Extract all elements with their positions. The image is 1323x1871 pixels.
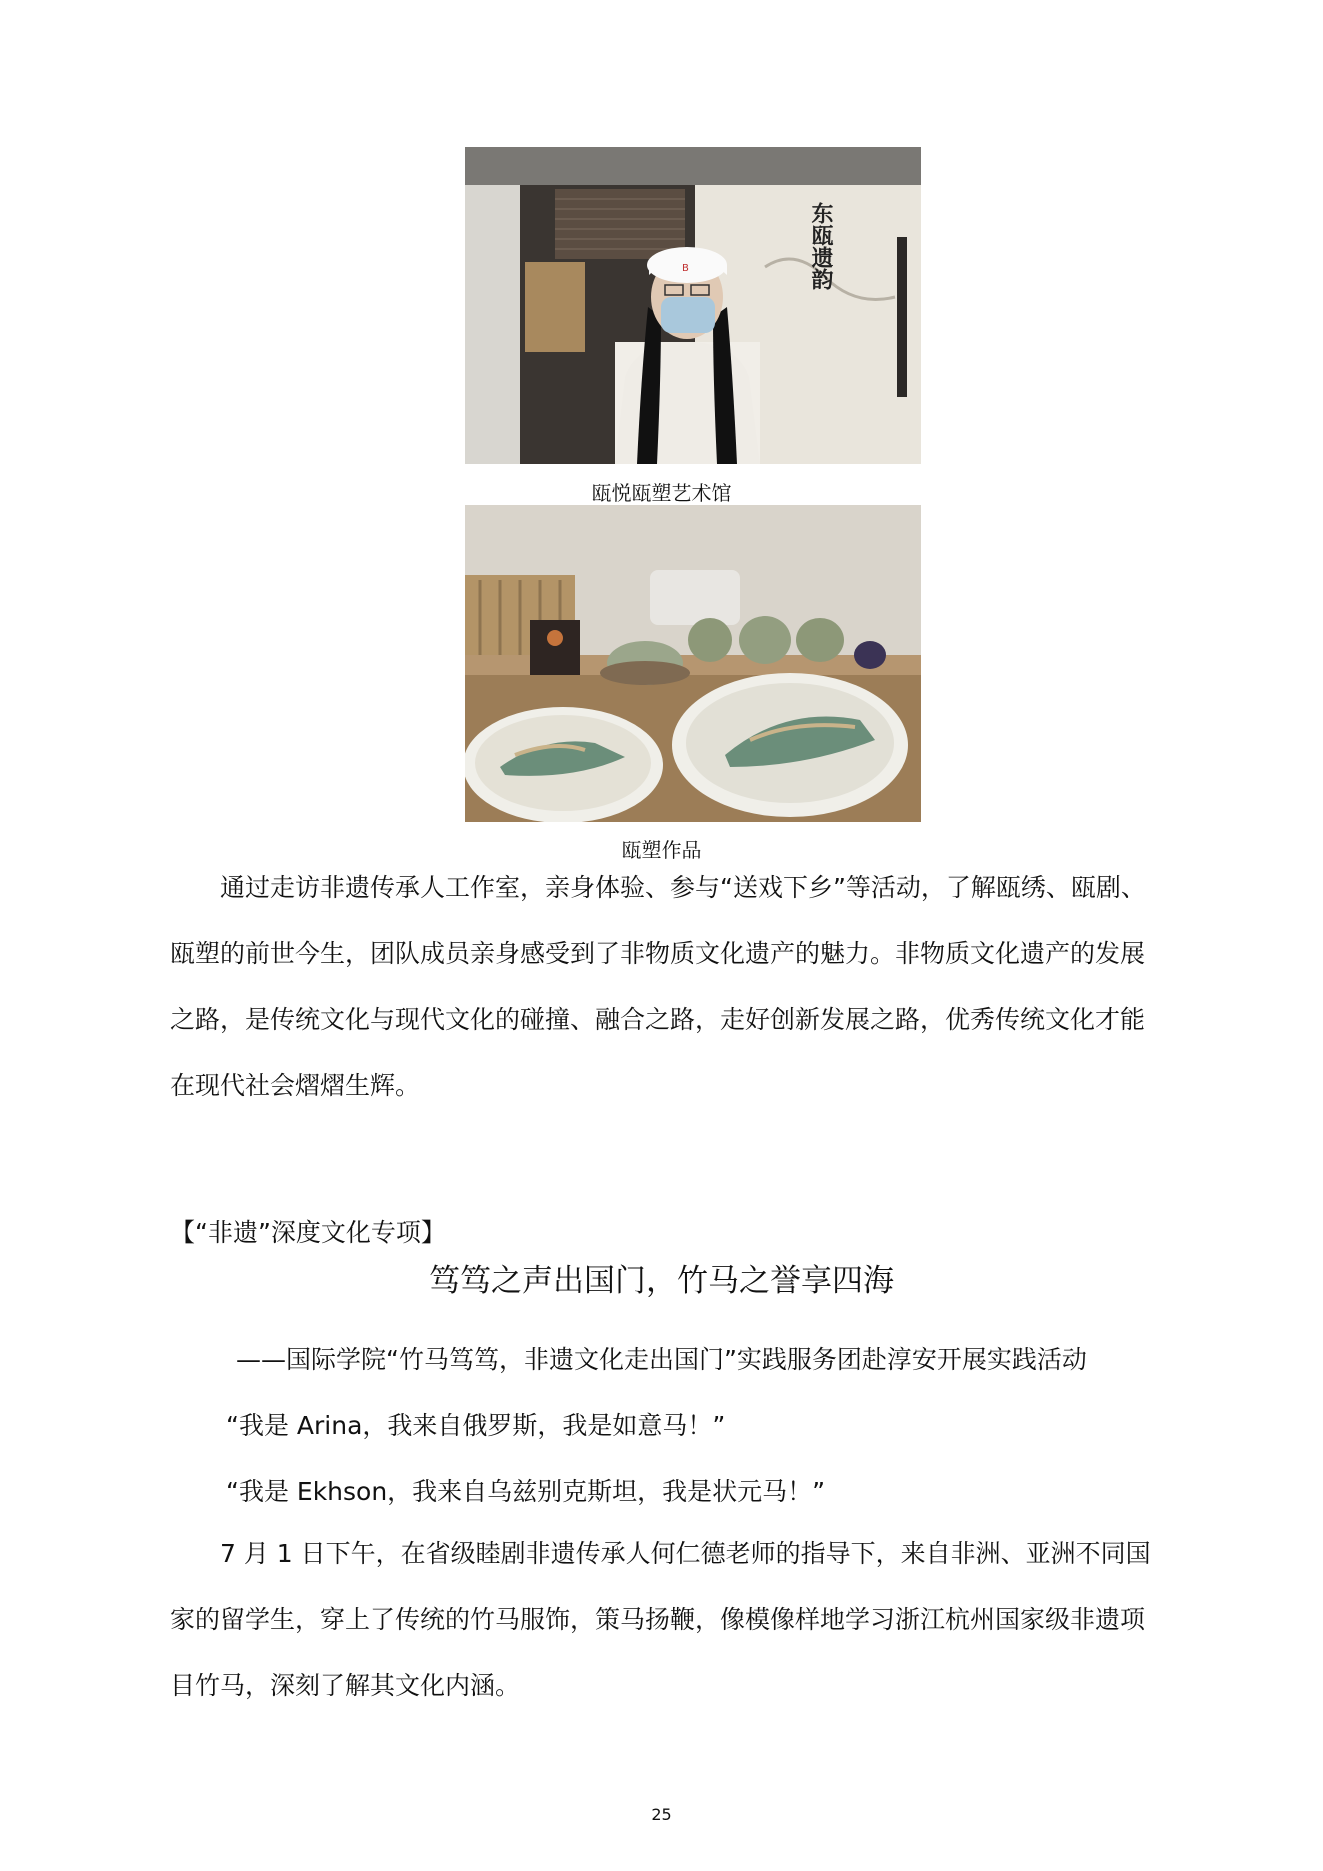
gallery-photo (465, 147, 921, 464)
section-tag: 【“非遗”深度文化专项】 (170, 1218, 446, 1247)
page-number: 25 (651, 1805, 672, 1824)
ceramic-works-photo (465, 505, 921, 822)
body-paragraph-2 (170, 1521, 1155, 1719)
paragraph-2-text: 7 月 1 日下午，在省级睦剧非遗传承人何仁德老师的指导下，来自非洲、亚洲不同国家的留学生，穿上了传统的竹马服饰，策马扬鞭，像模像样地学习浙江杭州国家级非遗项目竹马，深刻了解其文化内涵。 (170, 1539, 1151, 1700)
section-subtitle: ——国际学院“竹马笃笃，非遗文化走出国门”实践服务团赴淳安开展实践活动 (236, 1345, 1087, 1374)
quote-ekhson: “我是 Ekhson，我来自乌兹别克斯坦，我是状元马！” (226, 1477, 826, 1506)
quote-arina: “我是 Arina，我来自俄罗斯，我是如意马！” (226, 1411, 726, 1440)
section-title: 笃笃之声出国门，竹马之誉享四海 (429, 1263, 894, 1299)
paragraph-1-text: 通过走访非遗传承人工作室，亲身体验、参与“送戏下乡”等活动，了解瓯绣、瓯剧、瓯塑的前世今生，团队成员亲身感受到了非物质文化遗产的魅力。非物质文化遗产的发展之路，是传统文化与现代文化的碰撞、融合之路，走好创新发展之路，优秀传统文化才能在现代社会熠熠生辉。 (170, 873, 1146, 1100)
ceramic-works-illustration (465, 505, 921, 822)
body-paragraph-1 (170, 855, 1155, 1119)
gallery-photo-illustration (465, 147, 921, 464)
gallery-sign-text: 东瓯遗韵 (808, 202, 834, 290)
figure-caption-2: 瓯塑作品 (621, 838, 702, 862)
svg-text:B: B (682, 263, 689, 274)
figure-caption-1: 瓯悦瓯塑艺术馆 (591, 481, 732, 505)
